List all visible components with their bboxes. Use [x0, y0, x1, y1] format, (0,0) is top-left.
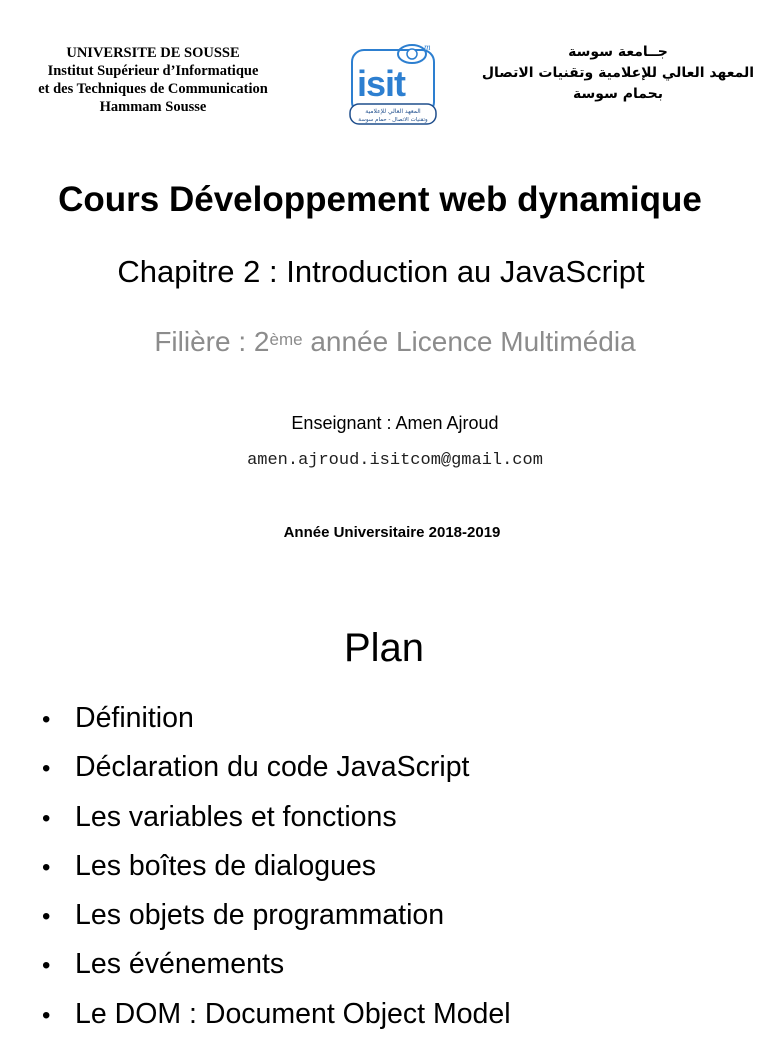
institution-header — [0, 38, 768, 138]
arabic-institute-name: المعهد العالي للإعلامية وتقنيات الاتصال — [481, 65, 755, 81]
bullet-icon: • — [42, 755, 51, 783]
bullet-icon: • — [42, 952, 51, 980]
institute-name-line-2: et des Techniques de Communication — [38, 81, 268, 97]
arabic-university-name: جــامعة سوسة — [568, 44, 668, 60]
plan-item — [42, 893, 511, 942]
course-title: Cours Développement web dynamique — [58, 180, 702, 219]
filiere-superscript: ème — [269, 330, 303, 349]
svg-text:isit: isit — [357, 63, 406, 104]
svg-text:المعهد العالي للإعلامية: المعهد العالي للإعلامية — [365, 108, 421, 115]
plan-item-label: Les variables et fonctions — [75, 800, 397, 833]
bullet-icon: • — [42, 903, 51, 931]
isitcom-logo-graphic — [346, 38, 440, 128]
plan-title: Plan — [343, 626, 425, 670]
plan-list — [42, 696, 511, 1041]
filiere-suffix: année Licence Multimédia — [302, 326, 636, 357]
french-institution-name — [14, 44, 292, 116]
bullet-icon: • — [42, 706, 51, 733]
academic-year: Année Universitaire 2018-2019 — [283, 524, 501, 541]
svg-text:وتقنيات الاتصال - حمام سوسة: وتقنيات الاتصال - حمام سوسة — [358, 117, 428, 123]
institute-name-line-1: Institut Supérieur d’Informatique — [47, 63, 259, 79]
arabic-institution-name — [476, 42, 760, 105]
plan-item — [42, 942, 511, 991]
teacher-email: amen.ajroud.isitcom@gmail.com — [247, 451, 543, 470]
institute-location: Hammam Sousse — [99, 99, 207, 115]
isitcom-logo — [346, 38, 440, 128]
plan-item — [42, 745, 511, 794]
plan-item — [42, 844, 511, 893]
plan-item-label: Les événements — [75, 948, 285, 981]
chapter-title: Chapitre 2 : Introduction au JavaScript — [117, 254, 645, 289]
plan-item-label: Définition — [75, 702, 194, 734]
plan-item-label: Le DOM : Document Object Model — [75, 997, 511, 1030]
filiere-prefix: Filière : 2 — [154, 326, 270, 357]
bullet-icon: • — [42, 804, 51, 832]
plan-item-label: Les objets de programmation — [75, 899, 445, 932]
plan-item-label: Déclaration du code JavaScript — [75, 751, 470, 784]
plan-item — [42, 696, 511, 745]
filiere-line — [0, 324, 768, 360]
plan-item-label: Les boîtes de dialogues — [75, 849, 377, 882]
bullet-icon: • — [42, 1001, 51, 1029]
plan-item — [42, 992, 511, 1041]
svg-text:m: m — [424, 42, 431, 52]
teacher-name: Enseignant : Amen Ajroud — [291, 413, 499, 433]
university-name: UNIVERSITE DE SOUSSE — [66, 45, 240, 61]
arabic-institute-location: بحمام سوسة — [573, 86, 663, 102]
plan-item — [42, 795, 511, 844]
bullet-icon: • — [42, 853, 51, 881]
